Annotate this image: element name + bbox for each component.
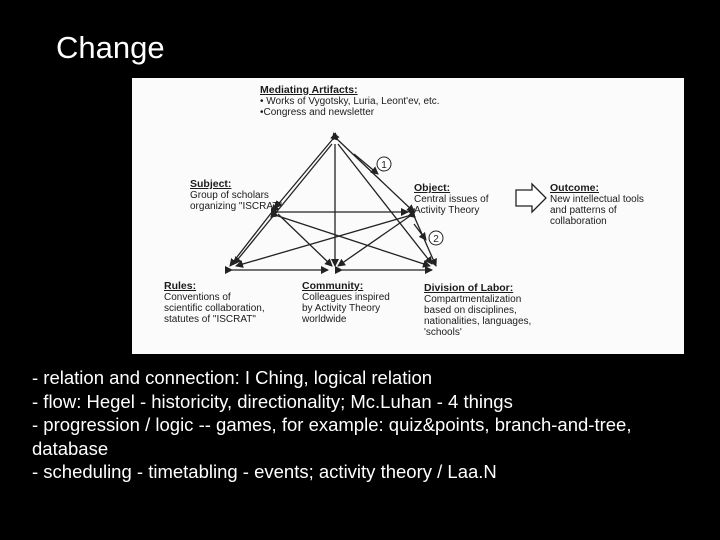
edge-object-rules: [236, 216, 408, 266]
change-arrow-2: [414, 224, 426, 240]
community-line: by Activity Theory: [302, 303, 381, 314]
division-line: based on disciplines,: [424, 305, 517, 316]
mediating-artifacts-line: • Works of Vygotsky, Luria, Leont'ev, etc.: [260, 96, 440, 107]
marker-label-2: 2: [433, 234, 439, 245]
mediating-artifacts-heading: Mediating Artifacts:: [260, 84, 358, 96]
edge-apex-subject: [275, 140, 332, 208]
slide-title: Change: [56, 30, 165, 65]
subject-line: Group of scholars: [190, 190, 269, 201]
bullet-item: - progression / logic -- games, for example: quiz&points, branch-and-tree, database: [32, 414, 632, 459]
rules-line: Conventions of: [164, 292, 231, 303]
edge-object-community: [338, 216, 410, 266]
outcome-line: collaboration: [550, 216, 607, 227]
rules-line: statutes of "ISCRAT": [164, 314, 256, 325]
node-mediating-artifacts: [260, 84, 440, 118]
change-arrow-1: [354, 154, 378, 174]
mediating-artifacts-line: •Congress and newsletter: [260, 107, 375, 118]
bullet-item: - flow: Hegel - historicity, directionality; Mc.Luhan - 4 things: [32, 390, 513, 412]
node-object: [414, 182, 488, 216]
bullet-item: - relation and connection: I Ching, logical relation: [32, 367, 433, 388]
outcome-arrow: [516, 184, 546, 212]
rules-line: scientific collaboration,: [164, 303, 265, 314]
division-line: nationalities, languages,: [424, 316, 532, 327]
division-line: 'schools': [424, 327, 462, 338]
subject-line: organizing "ISCRAT": [190, 201, 282, 212]
community-line: Colleagues inspired: [302, 292, 390, 303]
outcome-line: and patterns of: [550, 205, 617, 216]
outcome-heading: Outcome:: [550, 182, 600, 194]
division-heading: Division of Labor:: [424, 282, 514, 294]
subject-heading: Subject:: [190, 178, 232, 190]
node-division-of-labor: [424, 282, 531, 338]
rules-heading: Rules:: [164, 280, 197, 292]
object-line: Central issues of: [414, 194, 489, 205]
marker-label-1: 1: [381, 160, 387, 171]
object-heading: Object:: [414, 182, 451, 194]
outcome-line: New intellectual tools: [550, 194, 644, 205]
node-rules: [164, 280, 265, 325]
community-line: worldwide: [302, 314, 347, 325]
activity-system-diagram: [132, 78, 684, 354]
division-line: Compartmentalization: [424, 294, 522, 305]
node-outcome: [550, 182, 644, 227]
object-line: Activity Theory: [414, 205, 480, 216]
bullet-list: [32, 366, 692, 484]
node-subject: [190, 178, 282, 212]
edge-apex-object: [338, 140, 414, 212]
bullet-item: - scheduling - timetabling - events; activity theory / Laa.N: [32, 461, 497, 482]
node-community: [302, 280, 390, 325]
edge-subject-division: [278, 216, 430, 266]
community-heading: Community:: [302, 280, 364, 292]
